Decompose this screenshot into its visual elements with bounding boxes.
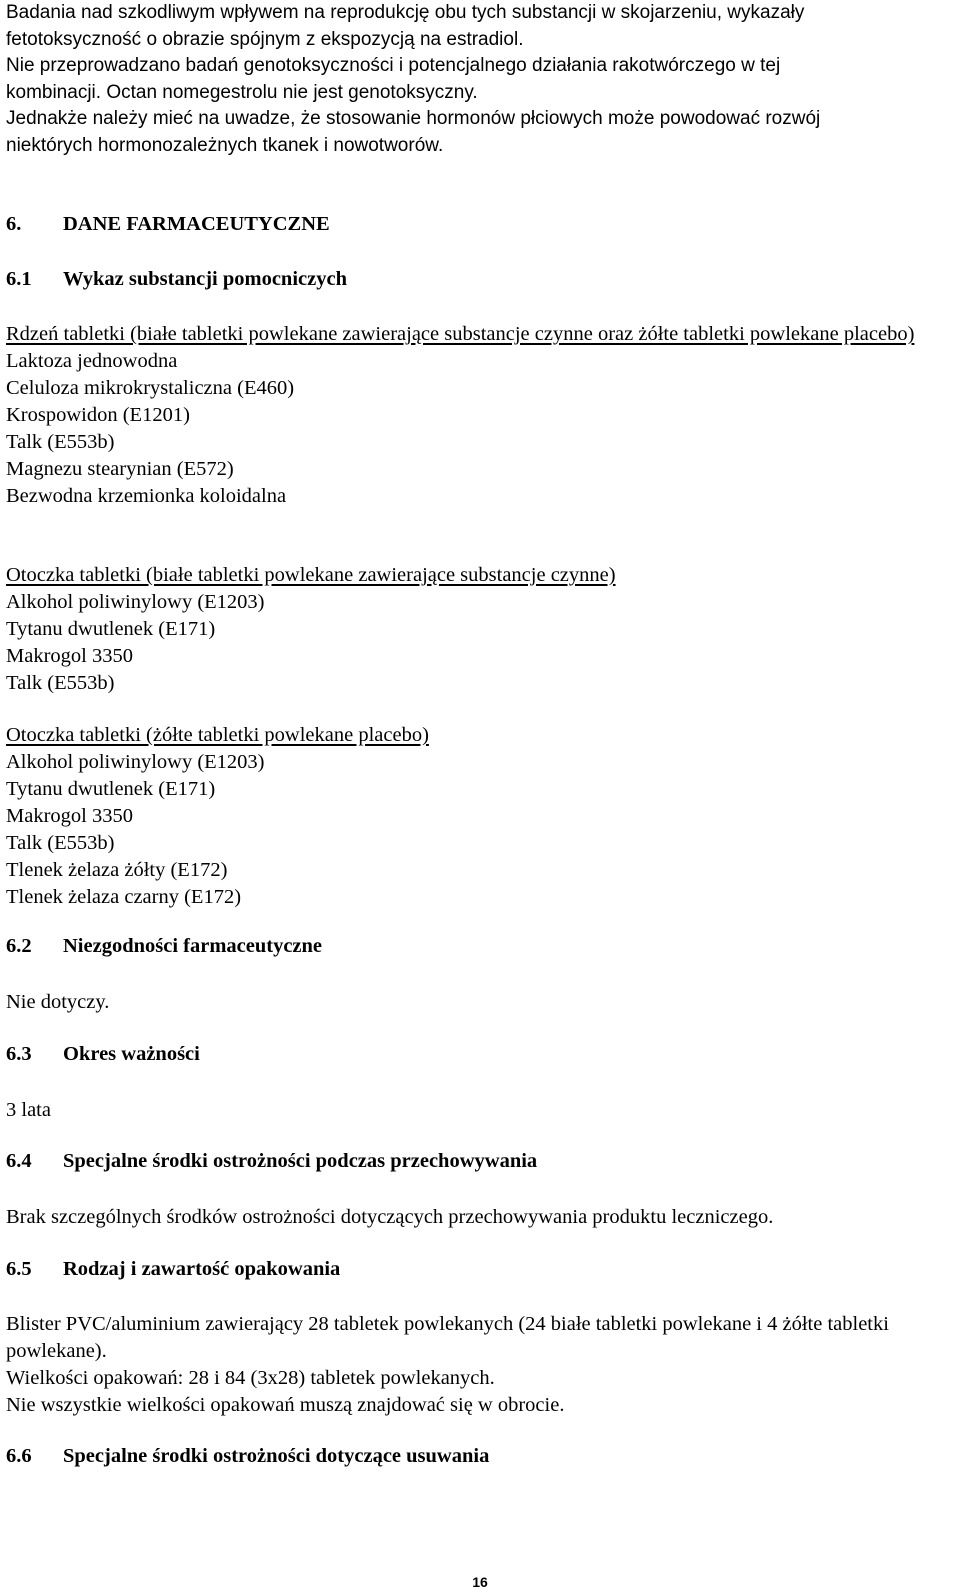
excipients-core: [6, 321, 952, 510]
intro-line: Nie przeprowadzano badań genotoksyczności i potencjalnego działania rakotwórczego w tej: [6, 55, 781, 76]
core-subheading: Rdzeń tabletki (białe tabletki powlekane zawierające substancje czynne oraz żółte tabletki powlekane placebo): [6, 323, 915, 345]
excipient-item: Celuloza mikrokrystaliczna (E460): [6, 377, 295, 399]
excipient-item: Tytanu dwutlenek (E171): [6, 618, 216, 640]
intro-line: niektórych hormonozależnych tkanek i nowotworów.: [6, 134, 444, 156]
excipient-item: Magnezu stearynian (E572): [6, 458, 234, 480]
excipient-item: Alkohol poliwinylowy (E1203): [6, 751, 265, 773]
section-title: Wykaz substancji pomocniczych: [63, 268, 347, 290]
section-number: 6.2: [6, 935, 32, 957]
excipient-item: Laktoza jednowodna: [6, 350, 178, 372]
intro-paragraph: [6, 0, 952, 159]
section-title: Specjalne środki ostrożności dotyczące usuwania: [63, 1445, 490, 1467]
section-6-2-heading: [6, 935, 952, 958]
section-number: 6.5: [6, 1258, 32, 1280]
section-6-1-heading: [6, 268, 952, 291]
excipient-item: Talk (E553b): [6, 832, 115, 854]
section-6-4-heading: [6, 1150, 952, 1173]
pack-sizes: Wielkości opakowań: 28 i 84 (3x28) tabletek powlekanych.: [6, 1367, 495, 1389]
marketing-note: Nie wszystkie wielkości opakowań muszą znajdować się w obrocie.: [6, 1394, 565, 1416]
section-number: 6.1: [6, 268, 32, 290]
page-number: 16: [472, 1574, 488, 1590]
section-title: Niezgodności farmaceutyczne: [63, 935, 323, 957]
excipient-item: Krospowidon (E1201): [6, 404, 190, 426]
section-title: Okres ważności: [63, 1043, 200, 1065]
section-6-3-heading: [6, 1043, 952, 1066]
intro-line: Jednakże należy mieć na uwadze, że stosowanie hormonów płciowych może powodować rozwój: [6, 108, 821, 129]
section-title: Specjalne środki ostrożności podczas przechowywania: [63, 1150, 538, 1172]
excipient-item: Talk (E553b): [6, 431, 115, 453]
section-title: DANE FARMACEUTYCZNE: [63, 213, 330, 235]
section-number: 6.3: [6, 1043, 32, 1065]
intro-line: kombinacji. Octan nomegestrolu nie jest genotoksyczny.: [6, 81, 478, 103]
section-6-6-heading: [6, 1445, 952, 1468]
section-number: 6.: [6, 213, 22, 235]
intro-line: fetotoksyczność o obrazie spójnym z ekspozycją na estradiol.: [6, 28, 524, 50]
excipient-item: Tytanu dwutlenek (E171): [6, 778, 216, 800]
coat-yellow-subheading: Otoczka tabletki (żółte tabletki powlekane placebo): [6, 724, 429, 746]
coat-white-subheading: Otoczka tabletki (białe tabletki powlekane zawierające substancje czynne): [6, 564, 616, 586]
section-6-5-heading: [6, 1258, 952, 1281]
section-6-3-body: 3 lata: [6, 1099, 51, 1121]
excipient-item: Makrogol 3350: [6, 805, 133, 827]
excipients-coat-white: [6, 562, 952, 697]
intro-line: Badania nad szkodliwym wpływem na reprodukcję obu tych substancji w skojarzeniu, wykazały: [6, 2, 805, 23]
excipient-item: Bezwodna krzemionka koloidalna: [6, 485, 287, 507]
section-title: Rodzaj i zawartość opakowania: [63, 1258, 341, 1280]
excipient-item: Makrogol 3350: [6, 645, 133, 667]
excipient-item: Tlenek żelaza żółty (E172): [6, 859, 228, 881]
excipient-item: Tlenek żelaza czarny (E172): [6, 886, 242, 908]
excipient-item: Alkohol poliwinylowy (E1203): [6, 591, 265, 613]
section-number: 6.6: [6, 1445, 32, 1467]
section-6-4-body: Brak szczególnych środków ostrożności dotyczących przechowywania produktu leczniczego.: [6, 1206, 774, 1228]
packaging-description: Blister PVC/aluminium zawierający 28 tabletek powlekanych (24 białe tabletki powlekane i 4 żółte tabletki powlekane).: [6, 1313, 889, 1362]
section-6-heading: [6, 213, 952, 236]
section-6-5-body: [6, 1311, 952, 1419]
section-6-2-body: Nie dotyczy.: [6, 991, 110, 1013]
excipient-item: Talk (E553b): [6, 672, 115, 694]
section-number: 6.4: [6, 1150, 32, 1172]
excipients-coat-yellow: [6, 722, 952, 911]
